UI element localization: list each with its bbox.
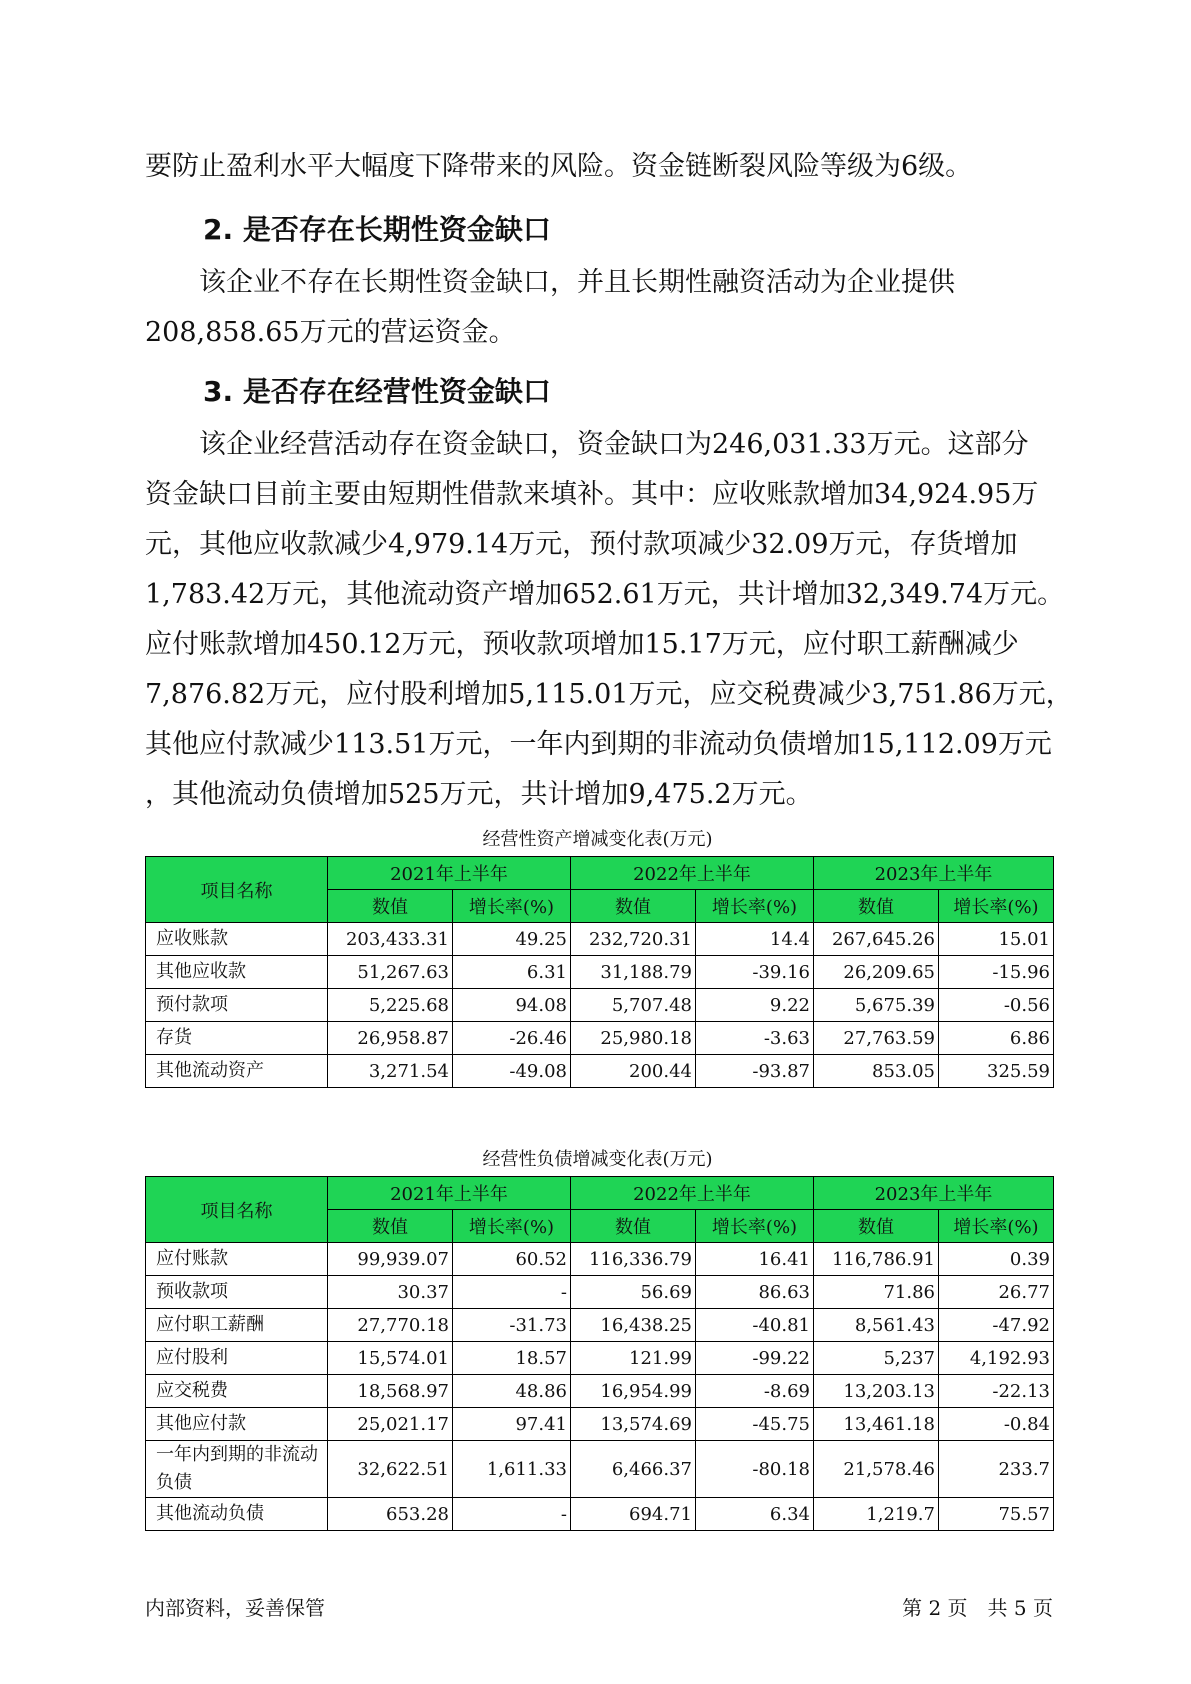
growth-rate-cell: 9.22 — [696, 989, 814, 1022]
value-cell: 30.37 — [328, 1276, 453, 1309]
growth-rate-cell: 6.31 — [453, 956, 571, 989]
growth-rate-cell: -3.63 — [696, 1022, 814, 1055]
growth-rate-cell: 94.08 — [453, 989, 571, 1022]
value-cell: 121.99 — [571, 1342, 696, 1375]
value-cell: 51,267.63 — [328, 956, 453, 989]
paragraph-line: 该企业经营活动存在资金缺口，资金缺口为246,031.33万元。这部分 — [145, 429, 1029, 460]
paragraph-line: 元，其他应收款减少4,979.14万元，预付款项减少32.09万元，存货增加 — [145, 529, 1018, 560]
row-item-name: 应付股利 — [146, 1342, 328, 1375]
growth-rate-cell: 49.25 — [453, 923, 571, 956]
header-item-name: 项目名称 — [146, 857, 328, 923]
value-cell: 31,188.79 — [571, 956, 696, 989]
operating-assets-table — [145, 856, 1054, 1088]
value-cell: 5,707.48 — [571, 989, 696, 1022]
value-cell: 853.05 — [814, 1055, 939, 1088]
row-item-name: 其他应收款 — [146, 956, 328, 989]
row-item-name: 其他流动资产 — [146, 1055, 328, 1088]
table-row — [146, 1441, 1054, 1498]
header-growth: 增长率(%) — [453, 1210, 571, 1243]
heading-operating-gap: 3. 是否存在经营性资金缺口 — [203, 375, 551, 408]
paragraph-line: ，其他流动负债增加525万元，共计增加9,475.2万元。 — [145, 779, 813, 810]
growth-rate-cell: -0.56 — [939, 989, 1054, 1022]
value-cell: 3,271.54 — [328, 1055, 453, 1088]
header-value: 数值 — [328, 1210, 453, 1243]
growth-rate-cell: - — [453, 1276, 571, 1309]
value-cell: 1,219.7 — [814, 1498, 939, 1531]
table-assets-caption: 经营性资产增减变化表(万元) — [482, 829, 713, 850]
growth-rate-cell: - — [453, 1498, 571, 1531]
growth-rate-cell: 325.59 — [939, 1055, 1054, 1088]
growth-rate-cell: 86.63 — [696, 1276, 814, 1309]
growth-rate-cell: 48.86 — [453, 1375, 571, 1408]
row-item-name: 应付账款 — [146, 1243, 328, 1276]
header-period: 2022年上半年 — [571, 1177, 814, 1210]
value-cell: 16,954.99 — [571, 1375, 696, 1408]
header-value: 数值 — [571, 1210, 696, 1243]
row-item-name: 其他应付款 — [146, 1408, 328, 1441]
growth-rate-cell: 16.41 — [696, 1243, 814, 1276]
table-row — [146, 1022, 1054, 1055]
header-period: 2023年上半年 — [814, 857, 1054, 890]
row-item-name: 应交税费 — [146, 1375, 328, 1408]
value-cell: 116,336.79 — [571, 1243, 696, 1276]
header-value: 数值 — [814, 890, 939, 923]
value-cell: 8,561.43 — [814, 1309, 939, 1342]
value-cell: 5,675.39 — [814, 989, 939, 1022]
growth-rate-cell: 6.34 — [696, 1498, 814, 1531]
header-period: 2022年上半年 — [571, 857, 814, 890]
header-growth: 增长率(%) — [696, 1210, 814, 1243]
value-cell: 116,786.91 — [814, 1243, 939, 1276]
row-item-name: 预付款项 — [146, 989, 328, 1022]
header-growth: 增长率(%) — [696, 890, 814, 923]
footer-page-number: 第 2 页 共 5 页 — [902, 1596, 1053, 1620]
table-row — [146, 923, 1054, 956]
value-cell: 16,438.25 — [571, 1309, 696, 1342]
paragraph-line: 资金缺口目前主要由短期性借款来填补。其中：应收账款增加34,924.95万 — [145, 479, 1039, 510]
paragraph-top — [145, 142, 1050, 192]
growth-rate-cell: -39.16 — [696, 956, 814, 989]
value-cell: 203,433.31 — [328, 923, 453, 956]
paragraph-line: 应付账款增加450.12万元，预收款项增加15.17万元，应付职工薪酬减少 — [145, 629, 1019, 660]
value-cell: 13,461.18 — [814, 1408, 939, 1441]
growth-rate-cell: -47.92 — [939, 1309, 1054, 1342]
growth-rate-cell: -22.13 — [939, 1375, 1054, 1408]
table-row — [146, 1375, 1054, 1408]
table-row — [146, 1498, 1054, 1531]
growth-rate-cell: -93.87 — [696, 1055, 814, 1088]
growth-rate-cell: 26.77 — [939, 1276, 1054, 1309]
value-cell: 15,574.01 — [328, 1342, 453, 1375]
table-row — [146, 1309, 1054, 1342]
paragraph-line: 1,783.42万元，其他流动资产增加652.61万元，共计增加32,349.74万元。 — [145, 579, 1065, 610]
paragraph-line: 要防止盈利水平大幅度下降带来的风险。资金链断裂风险等级为6级。 — [145, 151, 973, 182]
header-period: 2021年上半年 — [328, 857, 571, 890]
value-cell: 6,466.37 — [571, 1441, 696, 1498]
value-cell: 25,980.18 — [571, 1022, 696, 1055]
paragraph-operating-gap — [145, 420, 1073, 820]
growth-rate-cell: 75.57 — [939, 1498, 1054, 1531]
table-row — [146, 1276, 1054, 1309]
table-row — [146, 1342, 1054, 1375]
growth-rate-cell: -40.81 — [696, 1309, 814, 1342]
growth-rate-cell: 60.52 — [453, 1243, 571, 1276]
header-growth: 增长率(%) — [939, 1210, 1054, 1243]
value-cell: 32,622.51 — [328, 1441, 453, 1498]
header-growth: 增长率(%) — [453, 890, 571, 923]
value-cell: 26,958.87 — [328, 1022, 453, 1055]
paragraph-line: 7,876.82万元，应付股利增加5,115.01万元，应交税费减少3,751.86万元， — [145, 679, 1073, 710]
growth-rate-cell: -49.08 — [453, 1055, 571, 1088]
table-row — [146, 1243, 1054, 1276]
value-cell: 232,720.31 — [571, 923, 696, 956]
heading-long-term-gap: 2. 是否存在长期性资金缺口 — [203, 213, 551, 246]
growth-rate-cell: 14.4 — [696, 923, 814, 956]
row-item-name: 存货 — [146, 1022, 328, 1055]
value-cell: 694.71 — [571, 1498, 696, 1531]
paragraph-line: 该企业不存在长期性资金缺口，并且长期性融资活动为企业提供 — [145, 267, 955, 298]
value-cell: 99,939.07 — [328, 1243, 453, 1276]
row-item-name: 其他流动负债 — [146, 1498, 328, 1531]
table-row — [146, 956, 1054, 989]
growth-rate-cell: 15.01 — [939, 923, 1054, 956]
paragraph-line: 其他应付款减少113.51万元，一年内到期的非流动负债增加15,112.09万元 — [145, 729, 1052, 760]
value-cell: 13,203.13 — [814, 1375, 939, 1408]
value-cell: 71.86 — [814, 1276, 939, 1309]
value-cell: 200.44 — [571, 1055, 696, 1088]
table-row — [146, 989, 1054, 1022]
value-cell: 27,770.18 — [328, 1309, 453, 1342]
value-cell: 26,209.65 — [814, 956, 939, 989]
row-item-name: 应收账款 — [146, 923, 328, 956]
table-row — [146, 1408, 1054, 1441]
header-item-name: 项目名称 — [146, 1177, 328, 1243]
value-cell: 5,225.68 — [328, 989, 453, 1022]
row-item-name: 应付职工薪酬 — [146, 1309, 328, 1342]
growth-rate-cell: -31.73 — [453, 1309, 571, 1342]
value-cell: 21,578.46 — [814, 1441, 939, 1498]
growth-rate-cell: -80.18 — [696, 1441, 814, 1498]
growth-rate-cell: -45.75 — [696, 1408, 814, 1441]
value-cell: 18,568.97 — [328, 1375, 453, 1408]
value-cell: 653.28 — [328, 1498, 453, 1531]
value-cell: 25,021.17 — [328, 1408, 453, 1441]
table-row — [146, 1055, 1054, 1088]
growth-rate-cell: 18.57 — [453, 1342, 571, 1375]
value-cell: 27,763.59 — [814, 1022, 939, 1055]
row-item-name: 预收款项 — [146, 1276, 328, 1309]
growth-rate-cell: 4,192.93 — [939, 1342, 1054, 1375]
growth-rate-cell: 97.41 — [453, 1408, 571, 1441]
header-growth: 增长率(%) — [939, 890, 1054, 923]
growth-rate-cell: -8.69 — [696, 1375, 814, 1408]
value-cell: 13,574.69 — [571, 1408, 696, 1441]
growth-rate-cell: -99.22 — [696, 1342, 814, 1375]
growth-rate-cell: 233.7 — [939, 1441, 1054, 1498]
header-period: 2023年上半年 — [814, 1177, 1054, 1210]
header-period: 2021年上半年 — [328, 1177, 571, 1210]
header-value: 数值 — [571, 890, 696, 923]
paragraph-line: 208,858.65万元的营运资金。 — [145, 317, 516, 348]
growth-rate-cell: -0.84 — [939, 1408, 1054, 1441]
growth-rate-cell: 6.86 — [939, 1022, 1054, 1055]
table-liabilities-caption: 经营性负债增减变化表(万元) — [482, 1149, 713, 1170]
growth-rate-cell: -26.46 — [453, 1022, 571, 1055]
footer-confidential-note: 内部资料，妥善保管 — [145, 1596, 325, 1620]
value-cell: 5,237 — [814, 1342, 939, 1375]
operating-liabilities-table — [145, 1176, 1054, 1531]
paragraph-long-term-gap — [145, 258, 1050, 358]
growth-rate-cell: 0.39 — [939, 1243, 1054, 1276]
growth-rate-cell: -15.96 — [939, 956, 1054, 989]
row-item-name: 一年内到期的非流动负债 — [146, 1441, 328, 1498]
growth-rate-cell: 1,611.33 — [453, 1441, 571, 1498]
header-value: 数值 — [328, 890, 453, 923]
value-cell: 267,645.26 — [814, 923, 939, 956]
header-value: 数值 — [814, 1210, 939, 1243]
value-cell: 56.69 — [571, 1276, 696, 1309]
